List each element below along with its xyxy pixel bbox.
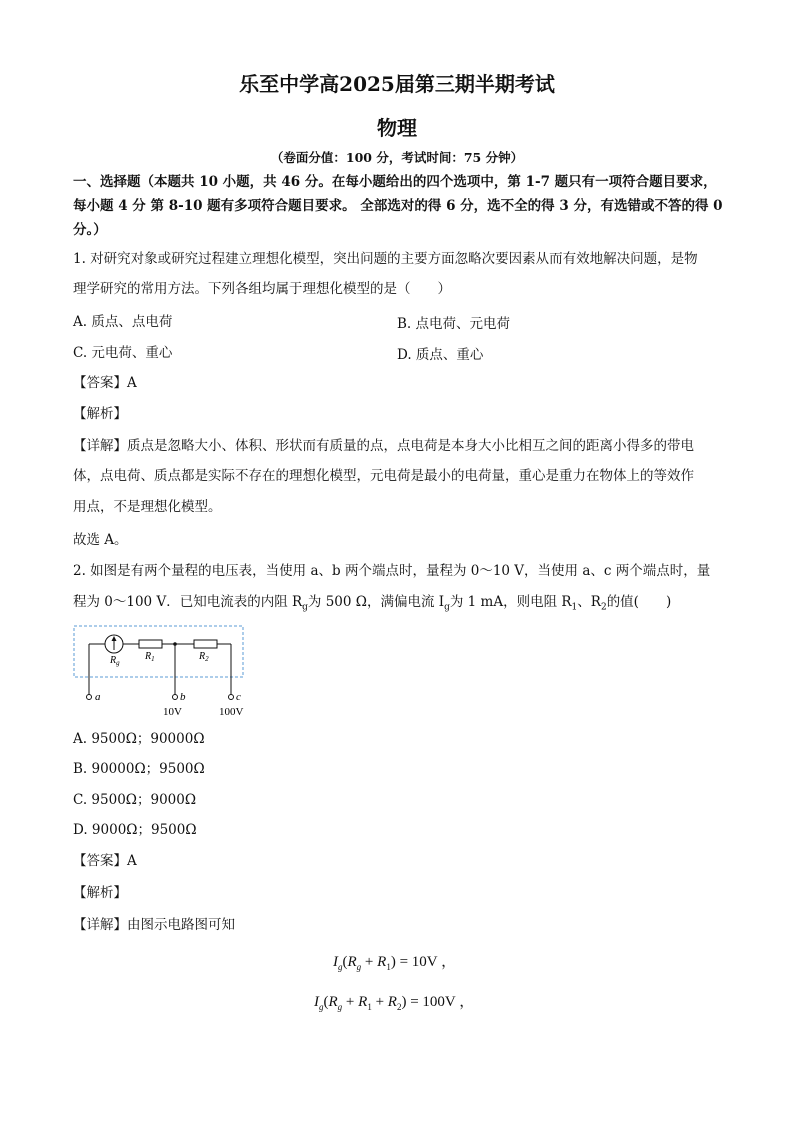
q1-analysis-label: 【解析】: [73, 406, 127, 422]
dashed-box: [74, 626, 243, 677]
q2-stem-part-b: 为 500 Ω，满偏电流 I: [307, 594, 445, 610]
q2-option-c: C. 9500Ω；9000Ω: [73, 792, 197, 808]
q1-detail-line-3: 用点，不是理想化模型。: [73, 499, 222, 515]
q2-stem-part-c: 为 1 mA，则电阻 R: [449, 594, 572, 610]
q2-option-a: A. 9500Ω；90000Ω: [73, 731, 205, 747]
q2-stem-line-2: [73, 592, 671, 618]
q1-option-b: B. 点电荷、元电荷: [397, 316, 511, 332]
label-terminal-b: b: [180, 691, 186, 703]
q2-stem-line-1: 2. 如图是有两个量程的电压表，当使用 a、b 两个端点时，量程为 0～10 V，当使用 a、c 两个端点时，量: [73, 563, 711, 579]
q2-stem-sub-1: 1: [571, 602, 578, 613]
junction-dot: [173, 642, 177, 646]
q2-analysis-label: 【解析】: [73, 885, 127, 901]
subject-title: 物理: [377, 116, 417, 140]
exam-info: （卷面分值：100 分，考试时间：75 分钟）: [270, 150, 524, 165]
q2-option-d: D. 9000Ω；9500Ω: [73, 822, 197, 838]
label-r2: $R_2$: [199, 651, 209, 663]
equation-1: $I_g(R_g + R_1) = 10V$ ，: [333, 954, 457, 972]
terminal-c: [229, 695, 234, 700]
resistor-r1-icon: [139, 640, 162, 648]
q1-detail-line-2: 体，点电荷、质点都是实际不存在的理想化模型，元电荷是最小的电荷量，重心是重力在物体上的等效作: [73, 468, 694, 484]
q2-answer: 【答案】A: [73, 853, 137, 869]
circuit-diagram: [70, 622, 260, 722]
label-terminal-c: c: [236, 691, 241, 703]
terminal-b: [173, 695, 178, 700]
q2-stem-sub-2: 2: [600, 602, 607, 613]
q2-stem-sub-g2: g: [444, 602, 450, 613]
q2-stem-part-e: 的值( ): [606, 594, 672, 610]
q1-option-c: C. 元电荷、重心: [73, 345, 173, 361]
resistor-r2-icon: [194, 640, 217, 648]
label-10v: 10V: [163, 706, 182, 718]
label-100v: 100V: [219, 706, 244, 718]
terminal-a: [87, 695, 92, 700]
q1-stem-line-2: 理学研究的常用方法。下列各组均属于理想化模型的是（ ）: [73, 281, 451, 297]
label-terminal-a: a: [95, 691, 101, 703]
q1-option-a: A. 质点、点电荷: [73, 314, 173, 330]
q1-conclusion: 故选 A。: [73, 532, 128, 548]
q1-detail-line-1: 【详解】质点是忽略大小、体积、形状而有质量的点，点电荷是本身大小比相互之间的距离小得多的带电: [73, 438, 694, 454]
label-r1: $R_1$: [145, 651, 155, 663]
q2-stem-part-d: 、R: [577, 594, 601, 610]
equation-2: $I_g(R_g + R_1 + R_2) = 100V$ ，: [314, 994, 475, 1012]
q1-answer: 【答案】A: [73, 375, 137, 391]
q2-stem-part-a: 程为 0～100 V．已知电流表的内阻 R: [73, 594, 303, 610]
exam-title: 乐至中学高2025届第三期半期考试: [239, 72, 555, 96]
label-rg: $R_g$: [110, 655, 120, 667]
q1-option-d: D. 质点、重心: [397, 347, 484, 363]
q2-stem-sub-g1: g: [302, 602, 308, 613]
section-heading-line-2: 每小题 4 分 第 8-10 题有多项符合题目要求。 全部选对的得 6 分，选不全的得 3 分，有选错或不答的得 0: [73, 198, 723, 214]
q2-option-b: B. 90000Ω；9500Ω: [73, 761, 205, 777]
section-heading-line-3: 分。）: [73, 222, 107, 238]
section-heading-line-1: 一、选择题（本题共 10 小题，共 46 分。在每小题给出的四个选项中，第 1-7 题只有一项符合题目要求，: [73, 174, 717, 190]
q1-stem-line-1: 1. 对研究对象或研究过程建立理想化模型，突出问题的主要方面忽略次要因素从而有效地解决问题，是物: [73, 251, 698, 267]
q2-detail: 【详解】由图示电路图可知: [73, 917, 235, 933]
